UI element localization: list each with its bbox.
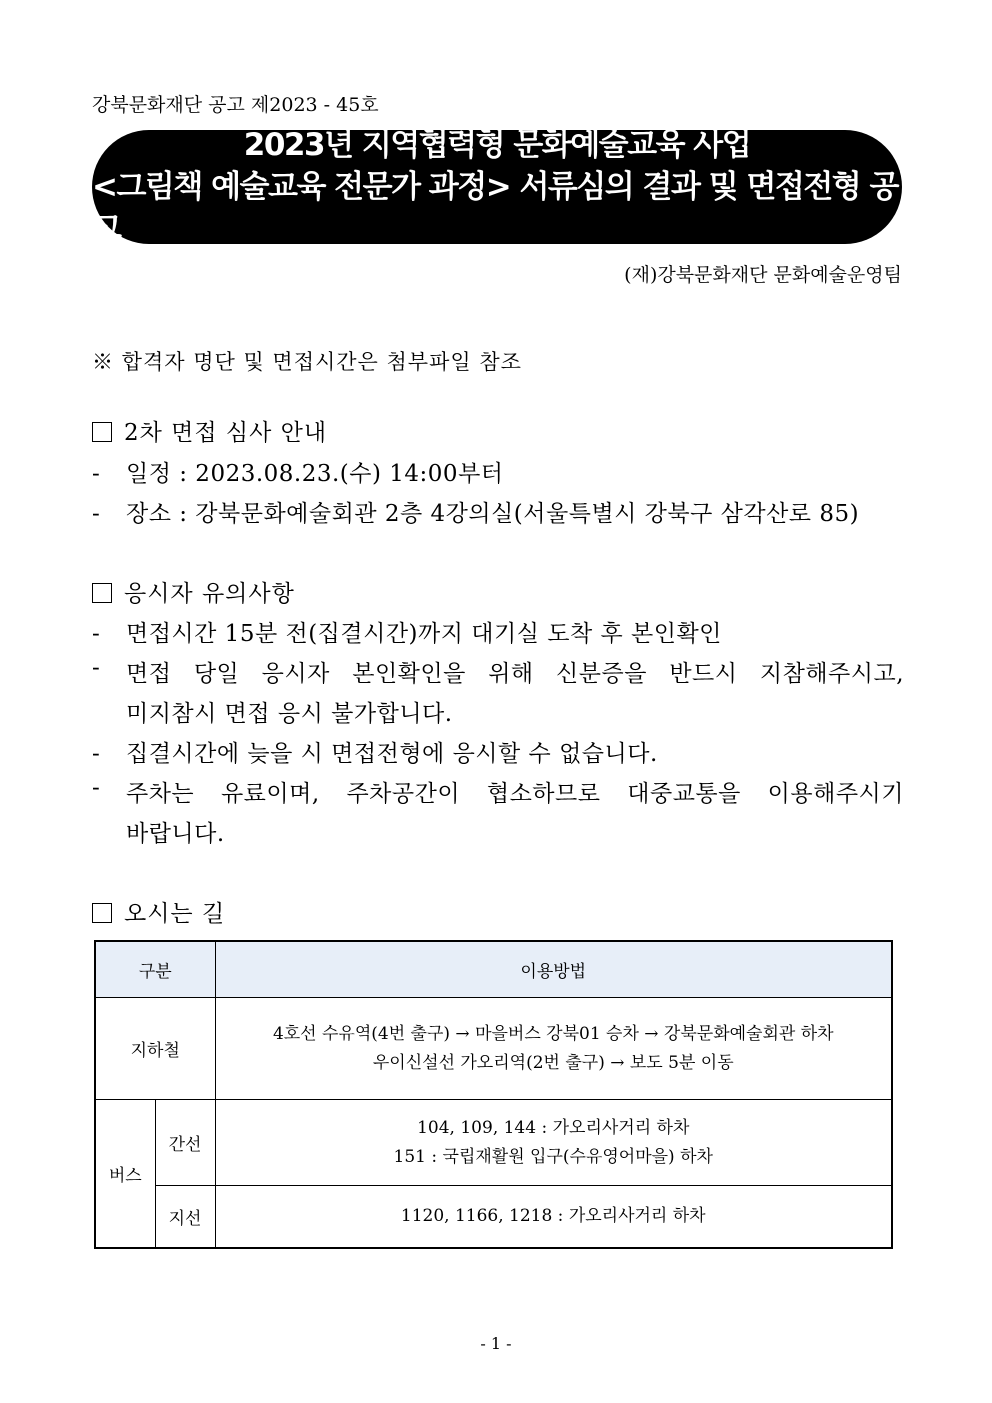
- branch-label: 지선: [155, 1186, 215, 1248]
- table-row: [95, 1186, 892, 1248]
- subway-method: 4호선 수유역(4번 출구) → 마을버스 강북01 승차 → 강북문화예술회관 하차 우이신설선 가오리역(2번 출구) → 보도 5분 이동: [215, 998, 892, 1100]
- page-number: - 1 -: [480, 1334, 512, 1353]
- title-line-1: 2023년 지역협력형 문화예술교육 사업: [243, 127, 751, 163]
- caution-item-4-cont: 바랍니다.: [126, 821, 225, 847]
- caution-item-2-cont: 미지참시 면접 응시 불가합니다.: [126, 701, 453, 727]
- checkbox-square-icon: [92, 422, 112, 442]
- caution-item-1: - 면접시간 15분 전(집결시간)까지 대기실 도착 후 본인확인: [92, 621, 722, 647]
- title-line-2: <그림책 예술교육 전문가 과정> 서류심의 결과 및 면접전형 공고: [92, 169, 898, 247]
- header-method: 이용방법: [215, 941, 892, 998]
- interview-heading: 2차 면접 심사 안내: [92, 414, 327, 447]
- trunk-method: 104, 109, 144 : 가오리사거리 하차 151 : 국립재활원 입구(수유영어마을) 하차: [215, 1100, 892, 1186]
- bus-label: 버스: [95, 1100, 155, 1248]
- subway-label: 지하철: [95, 998, 215, 1100]
- directions-heading: 오시는 길: [92, 895, 225, 928]
- organization: (재)강북문화재단 문화예술운영팀: [624, 264, 902, 286]
- title-banner: [92, 127, 902, 247]
- checkbox-square-icon: [92, 903, 112, 923]
- attachment-note: ※ 합격자 명단 및 면접시간은 첨부파일 참조: [92, 350, 522, 374]
- directions-table: [94, 940, 893, 1249]
- table-row: [95, 1100, 892, 1186]
- interview-location: - 장소 : 강북문화예술회관 2층 4강의실(서울특별시 강북구 삼각산로 85): [92, 501, 860, 527]
- interview-schedule: - 일정 : 2023.08.23.(수) 14:00부터: [92, 461, 504, 487]
- trunk-label: 간선: [155, 1100, 215, 1186]
- cautions-heading: 응시자 유의사항: [92, 575, 295, 608]
- branch-method: 1120, 1166, 1218 : 가오리사거리 하차: [215, 1186, 892, 1248]
- caution-item-4: - 주차는 유료이며, 주차공간이 협소하므로 대중교통을 이용해주시기: [92, 775, 904, 807]
- header-category: 구분: [95, 941, 215, 998]
- caution-item-2: - 면접 당일 응시자 본인확인을 위해 신분증을 반드시 지참해주시고,: [92, 655, 904, 687]
- notice-number: 강북문화재단 공고 제2023 - 45호: [92, 94, 379, 116]
- caution-item-3: - 집결시간에 늦을 시 면접전형에 응시할 수 없습니다.: [92, 741, 658, 767]
- table-header-row: [95, 941, 892, 998]
- checkbox-square-icon: [92, 583, 112, 603]
- table-row: [95, 998, 892, 1100]
